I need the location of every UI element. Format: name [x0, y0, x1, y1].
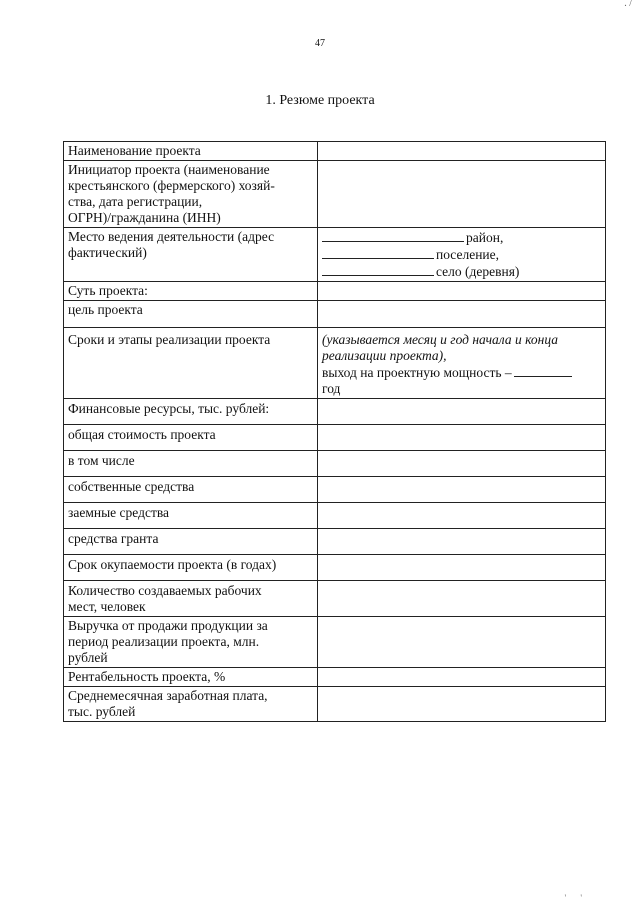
label-initiator: Инициатор проекта (наименование крестьянского (фермерского) хозяй- ства, дата регистрации, ОГРН)/гражданина (ИНН) — [64, 161, 318, 228]
table-row — [64, 581, 606, 617]
table-row — [64, 687, 606, 722]
district-label: район, — [466, 230, 504, 245]
resume-table — [63, 141, 606, 722]
corner-mark: ' ' — [564, 893, 588, 903]
village-label: село (деревня) — [436, 264, 520, 279]
village-blank[interactable] — [322, 263, 434, 276]
label-goal: цель проекта — [64, 301, 318, 328]
value-location[interactable] — [318, 228, 606, 282]
corner-mark: . / — [624, 0, 632, 9]
table-row — [64, 228, 606, 282]
value-initiator[interactable] — [318, 161, 606, 228]
value-jobs[interactable] — [318, 581, 606, 617]
table-row — [64, 617, 606, 668]
value-revenue[interactable] — [318, 617, 606, 668]
value-total-cost[interactable] — [318, 425, 606, 451]
table-row — [64, 555, 606, 581]
page-title: 1. Резюме проекта — [265, 93, 375, 108]
table-row — [64, 503, 606, 529]
label-own-funds: собственные средства — [64, 477, 318, 503]
label-payback: Срок окупаемости проекта (в годах) — [64, 555, 318, 581]
label-revenue: Выручка от продажи продукции за период реализации проекта, млн. рублей — [64, 617, 318, 668]
table-row — [64, 399, 606, 425]
label-jobs: Количество создаваемых рабочих мест, человек — [64, 581, 318, 617]
label-timeline: Сроки и этапы реализации проекта — [64, 328, 318, 399]
capacity-blank[interactable] — [514, 364, 572, 377]
label-profitability: Рентабельность проекта, % — [64, 668, 318, 687]
table-row — [64, 477, 606, 503]
table-row — [64, 529, 606, 555]
value-own-funds[interactable] — [318, 477, 606, 503]
value-timeline[interactable]: (указывается месяц и год начала и конца реализации проекта), выход на проектную мощность – год — [318, 328, 606, 399]
label-total-cost: общая стоимость проекта — [64, 425, 318, 451]
table-row — [64, 282, 606, 301]
capacity-label: выход на проектную мощность – — [322, 365, 512, 380]
value-essence[interactable] — [318, 282, 606, 301]
value-financial[interactable] — [318, 399, 606, 425]
label-project-name: Наименование проекта — [64, 142, 318, 161]
value-goal[interactable] — [318, 301, 606, 328]
value-including[interactable] — [318, 451, 606, 477]
value-payback[interactable] — [318, 555, 606, 581]
table-row — [64, 142, 606, 161]
capacity-year-label: год — [322, 381, 341, 396]
table-row — [64, 668, 606, 687]
value-grant-funds[interactable] — [318, 529, 606, 555]
page-number: 47 — [315, 38, 325, 49]
label-essence: Суть проекта: — [64, 282, 318, 301]
settlement-blank[interactable] — [322, 246, 434, 259]
table-row — [64, 425, 606, 451]
table-row — [64, 161, 606, 228]
label-loan-funds: заемные средства — [64, 503, 318, 529]
label-including: в том числе — [64, 451, 318, 477]
label-financial: Финансовые ресурсы, тыс. рублей: — [64, 399, 318, 425]
district-blank[interactable] — [322, 229, 464, 242]
value-salary[interactable] — [318, 687, 606, 722]
value-project-name[interactable] — [318, 142, 606, 161]
value-profitability[interactable] — [318, 668, 606, 687]
table-row — [64, 451, 606, 477]
label-location: Место ведения деятельности (адрес фактический) — [64, 228, 318, 282]
table-row — [64, 301, 606, 328]
value-loan-funds[interactable] — [318, 503, 606, 529]
settlement-label: поселение, — [436, 247, 500, 262]
table-row — [64, 328, 606, 399]
label-salary: Среднемесячная заработная плата, тыс. рублей — [64, 687, 318, 722]
label-grant-funds: средства гранта — [64, 529, 318, 555]
